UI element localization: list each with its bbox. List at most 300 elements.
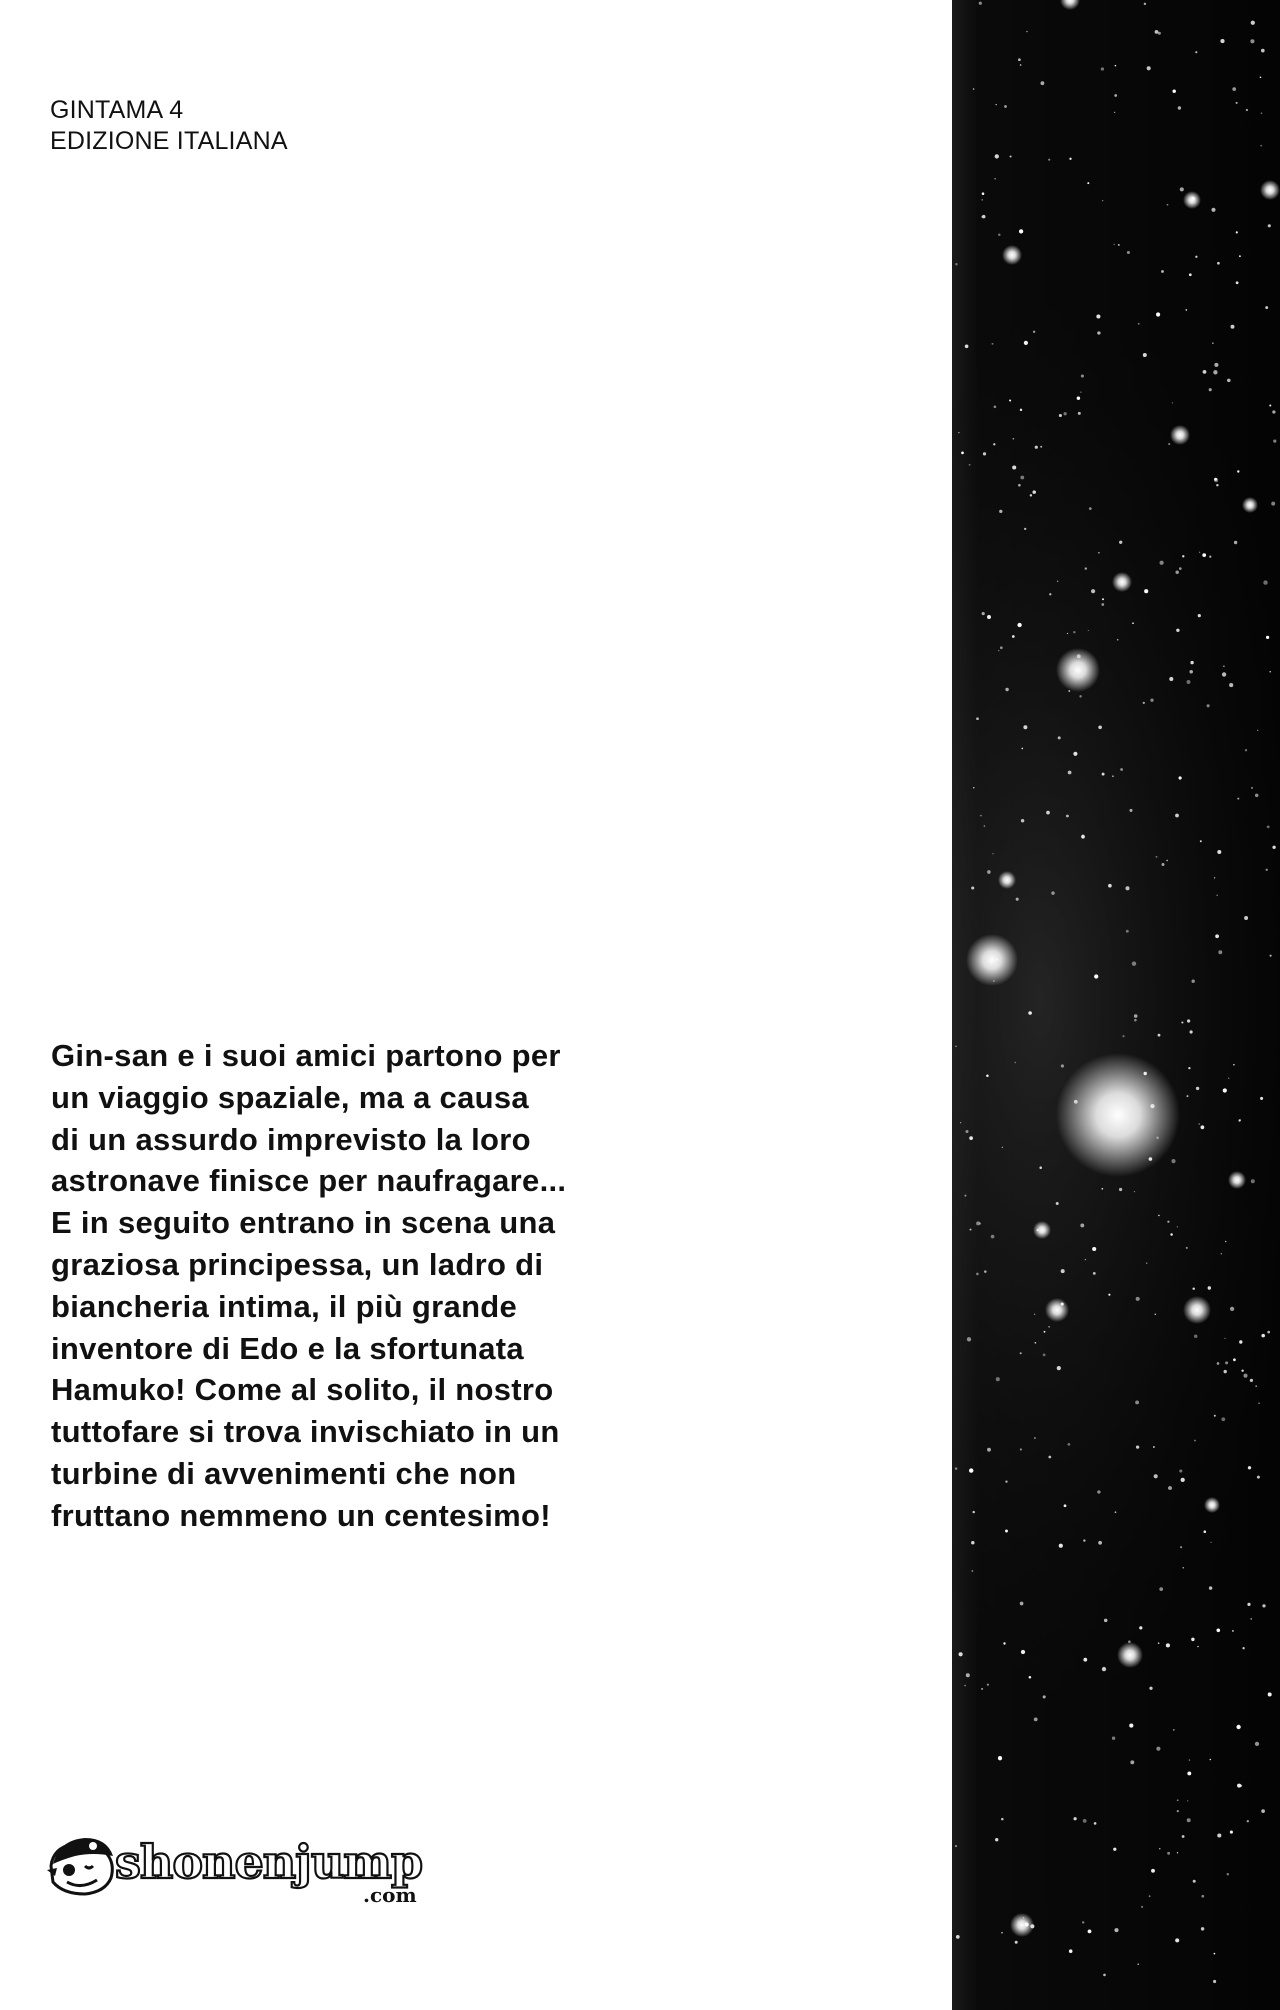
star <box>969 1136 973 1140</box>
star <box>1215 934 1219 938</box>
bright-star <box>998 871 1016 889</box>
star <box>1230 1831 1233 1834</box>
star <box>1176 629 1179 632</box>
star <box>1188 1067 1190 1069</box>
star <box>1216 894 1218 896</box>
star <box>1073 752 1077 756</box>
star <box>986 1074 989 1077</box>
star <box>1083 1658 1087 1662</box>
star <box>1179 567 1182 570</box>
synopsis-line: E in seguito entrano in scena una <box>51 1205 556 1241</box>
star <box>1178 106 1181 109</box>
star <box>1236 1725 1240 1729</box>
star <box>1044 1331 1046 1333</box>
star <box>1112 775 1114 777</box>
star <box>1069 158 1071 160</box>
star <box>1173 1729 1175 1731</box>
star <box>1209 556 1211 558</box>
star <box>1234 541 1237 544</box>
star <box>1154 1474 1158 1478</box>
star <box>1190 661 1193 664</box>
star <box>1270 955 1272 957</box>
star <box>1135 1400 1139 1404</box>
star <box>1255 794 1258 797</box>
star <box>1035 446 1038 449</box>
star <box>1139 1626 1142 1629</box>
star <box>1094 974 1098 978</box>
star <box>1255 1742 1259 1746</box>
star <box>1177 1226 1178 1227</box>
star <box>1197 1646 1198 1647</box>
bright-star <box>966 934 1018 986</box>
star <box>1272 410 1275 413</box>
star <box>1172 402 1173 403</box>
star <box>1195 256 1197 258</box>
star <box>1149 1895 1151 1897</box>
starfield-panel <box>952 0 1280 2010</box>
star <box>1211 208 1215 212</box>
star <box>1043 1354 1046 1357</box>
star <box>1136 1297 1140 1301</box>
star <box>1147 66 1151 70</box>
star <box>958 432 959 433</box>
star <box>1202 553 1206 557</box>
star <box>1138 323 1140 325</box>
synopsis-line: Hamuko! Come al solito, il nostro <box>51 1372 554 1408</box>
star <box>1161 270 1164 273</box>
star <box>1214 1415 1216 1417</box>
synopsis-line: astronave finisce per naufragare... <box>51 1163 567 1199</box>
star <box>1239 255 1241 257</box>
star <box>1207 704 1210 707</box>
star <box>1020 409 1022 411</box>
star <box>1059 414 1062 417</box>
star <box>984 1270 987 1273</box>
star <box>1175 570 1178 573</box>
star <box>1267 826 1270 829</box>
star <box>1093 1272 1096 1275</box>
star <box>1033 331 1035 333</box>
star <box>1236 281 1239 284</box>
star <box>1119 1188 1122 1191</box>
star <box>1214 363 1218 367</box>
star <box>1229 683 1233 687</box>
star <box>1126 930 1129 933</box>
bright-star <box>1045 1298 1069 1322</box>
star <box>993 443 995 445</box>
star <box>1265 869 1267 871</box>
star <box>1230 1307 1234 1311</box>
star <box>1193 1880 1196 1883</box>
star <box>1087 182 1089 184</box>
star <box>1261 112 1262 113</box>
star <box>976 717 979 720</box>
star <box>1243 1374 1247 1378</box>
star <box>998 233 1001 236</box>
star <box>1080 1223 1084 1227</box>
star <box>1168 443 1170 445</box>
star <box>1039 1166 1042 1169</box>
star <box>1068 1443 1071 1446</box>
star <box>1191 1638 1194 1641</box>
star <box>1129 1724 1133 1728</box>
star <box>1114 1928 1118 1932</box>
star <box>1172 89 1175 92</box>
star <box>980 815 982 817</box>
star <box>1201 1895 1204 1898</box>
star <box>1143 353 1147 357</box>
star <box>1023 725 1027 729</box>
star <box>1220 39 1224 43</box>
star <box>969 1468 973 1472</box>
book-title-block <box>50 95 288 157</box>
star <box>1127 251 1130 254</box>
star <box>1029 1676 1032 1679</box>
star <box>1217 1833 1221 1837</box>
star <box>1221 1417 1225 1421</box>
star <box>1118 244 1120 246</box>
star <box>1257 730 1258 731</box>
star <box>1268 224 1271 227</box>
star <box>1216 484 1218 486</box>
star <box>1002 1147 1003 1148</box>
star <box>1083 1539 1085 1541</box>
star <box>1158 1215 1159 1216</box>
star <box>1048 1326 1049 1327</box>
star <box>973 1511 975 1513</box>
star <box>1232 1630 1234 1632</box>
synopsis-line: Gin-san e i suoi amici partono per <box>51 1038 561 1073</box>
star <box>1168 1486 1172 1490</box>
star <box>1021 819 1024 822</box>
star <box>999 510 1002 513</box>
bright-star <box>1242 497 1258 513</box>
star <box>1194 1335 1198 1339</box>
star <box>1069 1949 1073 1953</box>
star <box>1024 341 1028 345</box>
star <box>1167 1852 1170 1855</box>
star <box>1156 312 1160 316</box>
star <box>1073 631 1075 633</box>
star <box>971 1541 974 1544</box>
star <box>1091 589 1095 593</box>
star <box>1181 1021 1183 1023</box>
star <box>1247 1603 1250 1606</box>
star <box>1158 32 1161 35</box>
starfield-image <box>952 0 1280 2010</box>
star <box>1225 1361 1228 1364</box>
star <box>1189 273 1192 276</box>
star <box>1156 1747 1160 1751</box>
star <box>1251 787 1253 789</box>
star <box>1097 1490 1100 1493</box>
star <box>1020 1602 1024 1606</box>
star <box>1077 396 1080 399</box>
star <box>994 406 997 409</box>
star <box>1201 1125 1205 1129</box>
star <box>1216 1628 1220 1632</box>
star <box>1126 886 1130 890</box>
star <box>1240 1785 1242 1787</box>
star <box>1272 846 1275 849</box>
star <box>998 1756 1002 1760</box>
star <box>1020 1352 1022 1354</box>
bright-star <box>1056 648 1100 692</box>
star <box>1266 636 1269 639</box>
star <box>1094 1822 1097 1825</box>
star <box>1196 1087 1199 1090</box>
star <box>1144 3 1146 5</box>
star <box>1223 665 1225 667</box>
book-title: GINTAMA 4 <box>50 96 184 124</box>
star <box>1034 1718 1038 1722</box>
synopsis-line: fruttano nemmeno un centesimo! <box>51 1497 551 1533</box>
star <box>1096 314 1100 318</box>
star <box>1001 1932 1003 1934</box>
star <box>1088 1929 1092 1933</box>
pirate-skull-icon <box>47 1838 113 1894</box>
star <box>1097 331 1100 334</box>
star <box>1204 1530 1207 1533</box>
star <box>1101 603 1104 606</box>
star <box>1244 916 1248 920</box>
bright-star <box>1183 1296 1211 1324</box>
star <box>996 104 997 105</box>
star <box>1166 860 1167 861</box>
star <box>1012 635 1015 638</box>
star <box>956 1935 960 1939</box>
star <box>1030 494 1032 496</box>
bright-star <box>1183 191 1201 209</box>
star <box>983 452 986 455</box>
star <box>1088 630 1089 631</box>
star <box>1179 1469 1182 1472</box>
star <box>1186 1247 1188 1249</box>
star <box>1260 1097 1263 1100</box>
star <box>955 1467 957 1469</box>
star <box>1064 1504 1067 1507</box>
star <box>982 192 985 195</box>
star <box>1032 490 1036 494</box>
bright-star <box>1260 180 1280 200</box>
star <box>1068 771 1072 775</box>
bright-star <box>1204 1497 1220 1513</box>
star <box>1180 1546 1182 1548</box>
star <box>1217 1362 1220 1365</box>
star <box>1209 1586 1212 1589</box>
star <box>1085 567 1087 569</box>
star <box>1049 593 1051 595</box>
star <box>1114 112 1115 113</box>
star <box>1213 1980 1216 1983</box>
star <box>955 1845 957 1847</box>
star <box>1187 1095 1189 1097</box>
star <box>982 612 985 615</box>
star <box>992 343 994 345</box>
star <box>1262 1604 1265 1607</box>
star <box>973 787 974 788</box>
star <box>1187 1818 1191 1822</box>
star <box>961 452 964 455</box>
star <box>1101 67 1104 70</box>
star <box>1015 1062 1017 1064</box>
star <box>1261 1809 1265 1813</box>
star <box>1192 980 1195 983</box>
star <box>1222 672 1226 676</box>
star <box>992 853 993 854</box>
bright-star <box>1056 1053 1180 1177</box>
star <box>1021 1650 1025 1654</box>
star <box>1067 633 1068 634</box>
star <box>1150 699 1153 702</box>
star <box>1199 552 1200 553</box>
star <box>1199 1123 1200 1124</box>
star <box>1057 1366 1061 1370</box>
star <box>1134 1019 1137 1022</box>
star <box>1241 1370 1243 1372</box>
star <box>1210 1542 1211 1543</box>
star <box>1187 680 1191 684</box>
star <box>1108 884 1112 888</box>
star <box>1218 950 1222 954</box>
logo-wordmark: shonenjump <box>115 1835 423 1889</box>
star <box>964 1685 966 1687</box>
star <box>1180 187 1184 191</box>
star <box>1213 370 1217 374</box>
star <box>987 870 991 874</box>
star <box>987 615 991 619</box>
star <box>1098 1541 1102 1545</box>
star <box>1005 1480 1007 1482</box>
star <box>1260 76 1262 78</box>
synopsis-line: biancheria intima, il più grande <box>51 1288 518 1324</box>
star <box>1143 702 1145 704</box>
synopsis-line: tuttofare si trova invischiato in un <box>51 1414 560 1450</box>
star <box>1040 446 1042 448</box>
shonenjump-logo-graphic <box>45 1830 475 1910</box>
bright-star <box>1117 1642 1143 1668</box>
star <box>1103 1974 1106 1977</box>
star <box>1217 262 1220 265</box>
star <box>969 464 971 466</box>
star <box>1190 1030 1193 1033</box>
star <box>1214 478 1217 481</box>
bright-star <box>1170 425 1190 445</box>
star <box>1209 388 1212 391</box>
star <box>1028 1011 1032 1015</box>
star <box>1009 399 1011 401</box>
star <box>1212 343 1213 344</box>
star <box>1217 850 1221 854</box>
star <box>1012 465 1016 469</box>
star <box>1115 1511 1117 1513</box>
star <box>1177 1799 1179 1801</box>
star <box>1195 51 1197 53</box>
star <box>1059 1544 1063 1548</box>
star <box>1080 391 1081 392</box>
logo-suffix: .com <box>363 1883 417 1907</box>
star <box>964 1195 966 1197</box>
star <box>1051 891 1054 894</box>
star <box>1194 1440 1196 1442</box>
star <box>1203 370 1207 374</box>
star <box>1013 438 1015 440</box>
star <box>1162 863 1165 866</box>
star <box>979 2 982 5</box>
star <box>1181 1478 1185 1482</box>
star <box>966 1673 970 1677</box>
star <box>955 1046 956 1047</box>
star <box>1189 1759 1190 1760</box>
star <box>1233 1358 1236 1361</box>
star <box>1132 622 1134 624</box>
synopsis-text <box>51 1035 611 1537</box>
star <box>996 1377 1000 1381</box>
star <box>1250 39 1254 43</box>
star <box>1187 1019 1190 1022</box>
star <box>1046 811 1050 815</box>
star <box>1261 1334 1265 1338</box>
star <box>1040 81 1044 85</box>
star <box>1113 244 1114 245</box>
star <box>1159 1587 1163 1591</box>
star <box>991 1235 995 1239</box>
star <box>1005 1530 1008 1533</box>
star <box>1134 1014 1138 1018</box>
star <box>1158 1034 1161 1037</box>
star <box>982 199 983 200</box>
star <box>1132 962 1136 966</box>
star <box>1224 1338 1225 1339</box>
star <box>1248 1466 1251 1469</box>
star <box>1085 1259 1086 1260</box>
star <box>1159 1848 1160 1849</box>
star <box>1201 1927 1204 1930</box>
star <box>976 1273 979 1276</box>
star <box>1083 1819 1087 1823</box>
star <box>1231 325 1235 329</box>
star <box>1242 1647 1244 1649</box>
star <box>1192 1287 1194 1289</box>
shonenjump-logo <box>45 1830 475 1910</box>
star <box>1122 1035 1124 1037</box>
star <box>1225 1241 1227 1243</box>
star <box>1167 1221 1169 1223</box>
star <box>1183 1567 1184 1568</box>
star <box>1239 1340 1242 1343</box>
star <box>995 1838 998 1841</box>
star <box>1136 1445 1139 1448</box>
star <box>1227 1873 1229 1875</box>
star <box>1237 798 1239 800</box>
star <box>1182 1835 1185 1838</box>
star <box>1020 64 1022 66</box>
star <box>1227 379 1231 383</box>
star <box>1155 1314 1156 1315</box>
star <box>1063 412 1066 415</box>
bright-star <box>1112 572 1132 592</box>
star <box>1224 1370 1227 1373</box>
star <box>1175 1938 1179 1942</box>
star <box>1177 1852 1178 1853</box>
star <box>1134 1191 1135 1192</box>
star <box>1144 589 1148 593</box>
star <box>1198 614 1201 617</box>
star <box>1120 768 1123 771</box>
star <box>1265 306 1268 309</box>
star <box>982 215 986 219</box>
star <box>955 263 957 265</box>
